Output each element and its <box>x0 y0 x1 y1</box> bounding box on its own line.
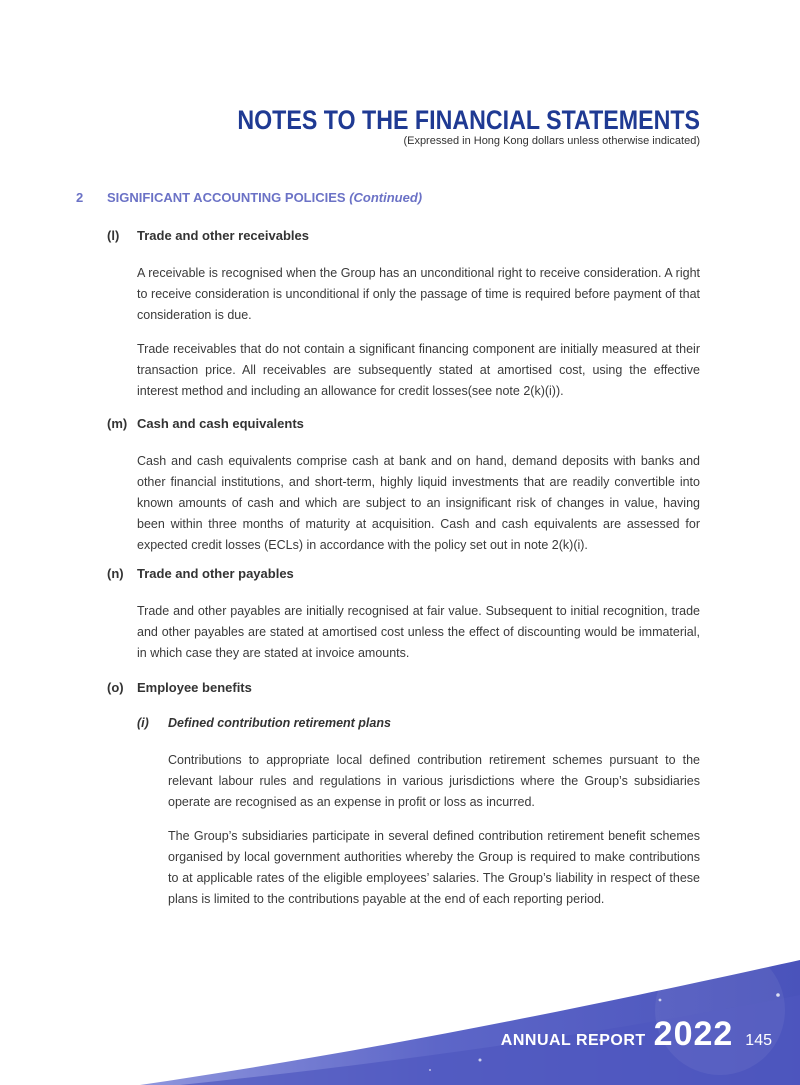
subsubsection-heading-i <box>137 716 391 730</box>
footer-annual-report-label: ANNUAL REPORT <box>500 1032 646 1049</box>
subsection-title: Trade and other receivables <box>137 228 309 243</box>
paragraph: A receivable is recognised when the Group has an unconditional right to receive consideration. A right to receive consideration is unconditional if only the passage of time is required before payment of that consideration is due. <box>137 266 700 322</box>
subsection-letter: (n) <box>107 566 124 581</box>
subsection-heading-o <box>107 680 252 695</box>
footer <box>501 1015 772 1054</box>
page-number: 145 <box>745 1032 772 1049</box>
subsection-title: Trade and other payables <box>137 566 294 581</box>
page-subtitle: (Expressed in Hong Kong dollars unless otherwise indicated) <box>403 135 700 147</box>
subsection-heading-m <box>107 416 304 431</box>
paragraph: Trade receivables that do not contain a significant financing component are initially measured at their transaction price. All receivables are subsequently stated at amortised cost, using the effective interest method and including an allowance for credit losses(see note 2(k)(i)). <box>137 342 700 398</box>
subsection-letter: (m) <box>107 416 128 431</box>
paragraph: Trade and other payables are initially recognised at fair value. Subsequent to initial recognition, trade and other payables are stated at amortised cost unless the effect of discounting would be immaterial, in which case they are stated at invoice amounts. <box>137 604 700 660</box>
footer-year: 2022 <box>653 1015 734 1053</box>
subsection-letter: (l) <box>107 228 120 243</box>
section-continued: (Continued) <box>349 190 423 205</box>
subsection-title: Employee benefits <box>137 680 252 695</box>
subsection-letter: (o) <box>107 680 124 695</box>
subsubsection-title: Defined contribution retirement plans <box>168 716 391 730</box>
subsection-title: Cash and cash equivalents <box>137 416 304 431</box>
page-header <box>162 104 700 147</box>
page-title: NOTES TO THE FINANCIAL STATEMENTS <box>237 105 700 135</box>
paragraph: Cash and cash equivalents comprise cash at bank and on hand, demand deposits with banks and other financial institutions, and short-term, highly liquid investments that are readily convertible into known amounts of cash and which are subject to an insignificant risk of changes in value, having been within three months of maturity at acquisition. Cash and cash equivalents are assessed for expected credit losses (ECLs) in accordance with the policy set out in note 2(k)(i). <box>137 454 700 552</box>
subsection-heading-l <box>107 228 309 243</box>
section-title: SIGNIFICANT ACCOUNTING POLICIES <box>107 190 346 205</box>
paragraph: The Group’s subsidiaries participate in several defined contribution retirement benefit schemes organised by local government authorities whereby the Group is required to make contributions to at applicable rates of the eligible employees’ salaries. The Group’s liability in respect of these plans is limited to the contributions payable at the end of each reporting period. <box>168 829 700 906</box>
paragraph: Contributions to appropriate local defined contribution retirement schemes pursuant to the relevant labour rules and regulations in various jurisdictions where the Group’s subsidiaries operate are recognised as an expense in profit or loss as incurred. <box>168 753 700 809</box>
subsubsection-numeral: (i) <box>137 716 149 730</box>
section-number: 2 <box>76 190 84 205</box>
section-heading <box>76 190 422 205</box>
footer-wave-graphic <box>0 940 800 1085</box>
subsection-heading-n <box>107 566 294 581</box>
